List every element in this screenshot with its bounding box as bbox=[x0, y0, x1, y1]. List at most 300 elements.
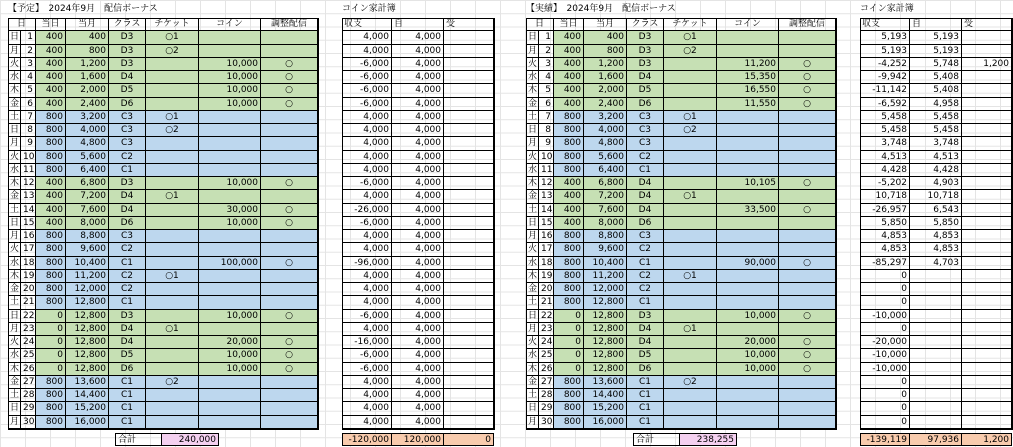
right-row-28-col-3[interactable]: 14,400 bbox=[584, 389, 627, 402]
left-ledger-row-12-col-0[interactable]: -6,000 bbox=[342, 177, 392, 190]
left-row-30-col-2[interactable]: 800 bbox=[36, 416, 66, 429]
right-row-5-col-7[interactable]: ○ bbox=[779, 84, 836, 97]
right-row-18-col-2[interactable]: 800 bbox=[554, 257, 584, 270]
right-ledger-row-17-col-1[interactable]: 4,853 bbox=[910, 243, 962, 256]
right-ledger-row-19-col-0[interactable]: 0 bbox=[860, 270, 910, 283]
left-row-22-col-6[interactable]: 10,000 bbox=[199, 310, 261, 323]
left-row-14-col-7[interactable]: ○ bbox=[261, 204, 318, 217]
right-ledger-total-2[interactable]: 1,200 bbox=[962, 433, 1012, 446]
left-ledger-row-26-col-0[interactable]: -6,000 bbox=[342, 363, 392, 376]
left-row-30-col-3[interactable]: 16,000 bbox=[66, 416, 109, 429]
right-row-2-col-2[interactable]: 400 bbox=[554, 45, 584, 58]
left-row-4-col-7[interactable]: ○ bbox=[261, 71, 318, 84]
right-row-1-col-1[interactable]: 1 bbox=[539, 31, 554, 44]
right-row-11-col-3[interactable]: 6,400 bbox=[584, 164, 627, 177]
right-row-18-col-7[interactable]: ○ bbox=[779, 257, 836, 270]
right-row-2-col-5[interactable]: ○2 bbox=[664, 45, 717, 58]
right-row-14-col-4[interactable]: D4 bbox=[627, 204, 664, 217]
left-row-16-col-0[interactable]: 月 bbox=[8, 230, 21, 243]
right-row-29-col-0[interactable]: 日 bbox=[526, 402, 539, 415]
right-row-13-col-4[interactable]: D4 bbox=[627, 190, 664, 203]
right-ledger-row-7-col-1[interactable]: 5,458 bbox=[910, 111, 962, 124]
right-ledger-row-13-col-1[interactable]: 10,718 bbox=[910, 190, 962, 203]
right-row-1-col-2[interactable]: 400 bbox=[554, 31, 584, 44]
right-row-5-col-6[interactable]: 16,550 bbox=[717, 84, 779, 97]
right-ledger-row-18-col-0[interactable]: -85,297 bbox=[860, 257, 910, 270]
left-row-30-col-0[interactable]: 月 bbox=[8, 416, 21, 429]
left-row-26-col-7[interactable]: ○ bbox=[261, 363, 318, 376]
left-ledger-row-28-col-1[interactable]: 4,000 bbox=[392, 389, 444, 402]
right-row-19-col-1[interactable]: 19 bbox=[539, 270, 554, 283]
right-ledger-row-16-col-0[interactable]: 4,853 bbox=[860, 230, 910, 243]
right-row-16-col-3[interactable]: 8,800 bbox=[584, 230, 627, 243]
left-row-16-col-4[interactable]: C3 bbox=[109, 230, 146, 243]
right-row-24-col-2[interactable]: 0 bbox=[554, 336, 584, 349]
left-row-21-col-3[interactable]: 12,800 bbox=[66, 296, 109, 309]
left-row-27-col-5[interactable]: ○2 bbox=[146, 376, 199, 389]
left-row-17-col-2[interactable]: 800 bbox=[36, 243, 66, 256]
right-row-24-col-4[interactable]: D4 bbox=[627, 336, 664, 349]
left-row-3-col-1[interactable]: 3 bbox=[21, 58, 36, 71]
left-row-24-col-1[interactable]: 24 bbox=[21, 336, 36, 349]
left-ledger-row-2-col-0[interactable]: 4,000 bbox=[342, 45, 392, 58]
left-ledger-row-14-col-0[interactable]: -26,000 bbox=[342, 204, 392, 217]
right-header-1[interactable]: 当日 bbox=[554, 18, 584, 31]
left-header-0[interactable]: 日 bbox=[8, 18, 36, 31]
right-row-20-col-3[interactable]: 12,000 bbox=[584, 283, 627, 296]
right-ledger-row-23-col-0[interactable]: 0 bbox=[860, 323, 910, 336]
left-row-15-col-6[interactable]: 10,000 bbox=[199, 217, 261, 230]
right-ledger-row-15-col-1[interactable]: 5,850 bbox=[910, 217, 962, 230]
left-ledger-row-8-col-1[interactable]: 4,000 bbox=[392, 124, 444, 137]
right-ledger-row-4-col-0[interactable]: -9,942 bbox=[860, 71, 910, 84]
right-row-11-col-4[interactable]: C1 bbox=[627, 164, 664, 177]
left-row-11-col-1[interactable]: 11 bbox=[21, 164, 36, 177]
right-row-9-col-1[interactable]: 9 bbox=[539, 137, 554, 150]
right-row-5-col-2[interactable]: 400 bbox=[554, 84, 584, 97]
right-row-11-col-0[interactable]: 水 bbox=[526, 164, 539, 177]
right-ledger-row-6-col-0[interactable]: -6,592 bbox=[860, 98, 910, 111]
left-row-2-col-2[interactable]: 400 bbox=[36, 45, 66, 58]
right-row-9-col-3[interactable]: 4,800 bbox=[584, 137, 627, 150]
left-row-22-col-4[interactable]: D3 bbox=[109, 310, 146, 323]
right-row-12-col-6[interactable]: 10,105 bbox=[717, 177, 779, 190]
right-ledger-total-1[interactable]: 97,936 bbox=[910, 433, 962, 446]
left-row-18-col-3[interactable]: 10,400 bbox=[66, 257, 109, 270]
left-row-12-col-0[interactable]: 木 bbox=[8, 177, 21, 190]
left-ledger-row-26-col-1[interactable]: 4,000 bbox=[392, 363, 444, 376]
right-row-5-col-0[interactable]: 木 bbox=[526, 84, 539, 97]
right-row-2-col-0[interactable]: 月 bbox=[526, 45, 539, 58]
left-ledger-row-13-col-0[interactable]: 4,000 bbox=[342, 190, 392, 203]
right-row-24-col-0[interactable]: 火 bbox=[526, 336, 539, 349]
left-ledger-row-30-col-1[interactable]: 4,000 bbox=[392, 416, 444, 429]
right-row-6-col-4[interactable]: D6 bbox=[627, 98, 664, 111]
left-row-5-col-4[interactable]: D5 bbox=[109, 84, 146, 97]
left-ledger-row-13-col-1[interactable]: 4,000 bbox=[392, 190, 444, 203]
right-row-23-col-1[interactable]: 23 bbox=[539, 323, 554, 336]
right-row-2-col-4[interactable]: D3 bbox=[627, 45, 664, 58]
right-ledger-row-12-col-0[interactable]: -5,202 bbox=[860, 177, 910, 190]
left-row-26-col-2[interactable]: 0 bbox=[36, 363, 66, 376]
left-row-23-col-0[interactable]: 月 bbox=[8, 323, 21, 336]
right-ledger-row-24-col-0[interactable]: -20,000 bbox=[860, 336, 910, 349]
left-row-23-col-4[interactable]: D4 bbox=[109, 323, 146, 336]
left-total-value[interactable]: 240,000 bbox=[162, 433, 219, 446]
right-row-10-col-1[interactable]: 10 bbox=[539, 151, 554, 164]
left-row-10-col-4[interactable]: C2 bbox=[109, 151, 146, 164]
right-row-23-col-0[interactable]: 月 bbox=[526, 323, 539, 336]
left-ledger-row-1-col-0[interactable]: 4,000 bbox=[342, 31, 392, 44]
right-row-26-col-0[interactable]: 木 bbox=[526, 363, 539, 376]
left-row-20-col-4[interactable]: C2 bbox=[109, 283, 146, 296]
right-row-3-col-0[interactable]: 火 bbox=[526, 58, 539, 71]
left-row-21-col-2[interactable]: 800 bbox=[36, 296, 66, 309]
left-row-27-col-4[interactable]: C1 bbox=[109, 376, 146, 389]
left-row-1-col-0[interactable]: 日 bbox=[8, 31, 21, 44]
right-row-29-col-2[interactable]: 800 bbox=[554, 402, 584, 415]
right-row-25-col-6[interactable]: 10,000 bbox=[717, 349, 779, 362]
right-ledger-row-25-col-0[interactable]: -10,000 bbox=[860, 349, 910, 362]
left-row-13-col-3[interactable]: 7,200 bbox=[66, 190, 109, 203]
right-row-23-col-5[interactable]: ○1 bbox=[664, 323, 717, 336]
right-row-6-col-1[interactable]: 6 bbox=[539, 98, 554, 111]
right-row-19-col-2[interactable]: 800 bbox=[554, 270, 584, 283]
left-row-7-col-1[interactable]: 7 bbox=[21, 111, 36, 124]
left-ledger-row-25-col-1[interactable]: 4,000 bbox=[392, 349, 444, 362]
right-row-14-col-7[interactable]: ○ bbox=[779, 204, 836, 217]
right-row-4-col-4[interactable]: D4 bbox=[627, 71, 664, 84]
right-ledger-header-1[interactable]: 自 bbox=[910, 18, 962, 31]
left-row-2-col-3[interactable]: 800 bbox=[66, 45, 109, 58]
right-row-14-col-0[interactable]: 土 bbox=[526, 204, 539, 217]
right-row-26-col-4[interactable]: D6 bbox=[627, 363, 664, 376]
left-row-25-col-6[interactable]: 10,000 bbox=[199, 349, 261, 362]
left-row-6-col-2[interactable]: 400 bbox=[36, 98, 66, 111]
left-row-21-col-1[interactable]: 21 bbox=[21, 296, 36, 309]
right-row-4-col-7[interactable]: ○ bbox=[779, 71, 836, 84]
left-ledger-row-1-col-1[interactable]: 4,000 bbox=[392, 31, 444, 44]
left-row-12-col-2[interactable]: 400 bbox=[36, 177, 66, 190]
left-row-11-col-2[interactable]: 800 bbox=[36, 164, 66, 177]
left-ledger-row-18-col-1[interactable]: 4,000 bbox=[392, 257, 444, 270]
left-row-6-col-0[interactable]: 金 bbox=[8, 98, 21, 111]
left-row-29-col-4[interactable]: C1 bbox=[109, 402, 146, 415]
right-row-14-col-3[interactable]: 7,600 bbox=[584, 204, 627, 217]
right-row-26-col-7[interactable]: ○ bbox=[779, 363, 836, 376]
right-row-7-col-0[interactable]: 土 bbox=[526, 111, 539, 124]
right-row-6-col-2[interactable]: 400 bbox=[554, 98, 584, 111]
right-row-22-col-2[interactable]: 0 bbox=[554, 310, 584, 323]
left-row-15-col-7[interactable]: ○ bbox=[261, 217, 318, 230]
left-row-28-col-0[interactable]: 土 bbox=[8, 389, 21, 402]
right-row-26-col-6[interactable]: 10,000 bbox=[717, 363, 779, 376]
right-row-6-col-0[interactable]: 金 bbox=[526, 98, 539, 111]
right-row-29-col-3[interactable]: 15,200 bbox=[584, 402, 627, 415]
left-ledger-row-12-col-1[interactable]: 4,000 bbox=[392, 177, 444, 190]
right-row-10-col-3[interactable]: 5,600 bbox=[584, 151, 627, 164]
right-row-12-col-0[interactable]: 木 bbox=[526, 177, 539, 190]
right-row-13-col-2[interactable]: 400 bbox=[554, 190, 584, 203]
right-ledger-row-5-col-1[interactable]: 5,408 bbox=[910, 84, 962, 97]
left-ledger-row-2-col-1[interactable]: 4,000 bbox=[392, 45, 444, 58]
left-row-7-col-3[interactable]: 3,200 bbox=[66, 111, 109, 124]
right-row-21-col-1[interactable]: 21 bbox=[539, 296, 554, 309]
right-row-8-col-1[interactable]: 8 bbox=[539, 124, 554, 137]
left-ledger-header-1[interactable]: 自 bbox=[392, 18, 444, 31]
right-row-21-col-0[interactable]: 土 bbox=[526, 296, 539, 309]
left-ledger-row-3-col-1[interactable]: 4,000 bbox=[392, 58, 444, 71]
left-row-17-col-1[interactable]: 17 bbox=[21, 243, 36, 256]
left-row-27-col-2[interactable]: 800 bbox=[36, 376, 66, 389]
left-row-6-col-7[interactable]: ○ bbox=[261, 98, 318, 111]
left-row-6-col-4[interactable]: D6 bbox=[109, 98, 146, 111]
right-ledger-row-28-col-0[interactable]: 0 bbox=[860, 389, 910, 402]
left-ledger-row-20-col-1[interactable]: 4,000 bbox=[392, 283, 444, 296]
right-ledger-row-3-col-1[interactable]: 5,748 bbox=[910, 58, 962, 71]
right-row-3-col-1[interactable]: 3 bbox=[539, 58, 554, 71]
right-row-9-col-4[interactable]: C3 bbox=[627, 137, 664, 150]
left-row-6-col-1[interactable]: 6 bbox=[21, 98, 36, 111]
right-row-22-col-0[interactable]: 日 bbox=[526, 310, 539, 323]
right-row-16-col-0[interactable]: 月 bbox=[526, 230, 539, 243]
right-row-24-col-7[interactable]: ○ bbox=[779, 336, 836, 349]
left-row-1-col-4[interactable]: D3 bbox=[109, 31, 146, 44]
right-row-28-col-4[interactable]: C1 bbox=[627, 389, 664, 402]
right-row-19-col-4[interactable]: C2 bbox=[627, 270, 664, 283]
left-row-1-col-2[interactable]: 400 bbox=[36, 31, 66, 44]
right-ledger-row-21-col-0[interactable]: 0 bbox=[860, 296, 910, 309]
left-ledger-row-3-col-0[interactable]: -6,000 bbox=[342, 58, 392, 71]
right-row-10-col-0[interactable]: 火 bbox=[526, 151, 539, 164]
right-row-22-col-4[interactable]: D3 bbox=[627, 310, 664, 323]
left-ledger-row-7-col-0[interactable]: 4,000 bbox=[342, 111, 392, 124]
right-ledger-row-8-col-0[interactable]: 5,458 bbox=[860, 124, 910, 137]
left-row-17-col-4[interactable]: C2 bbox=[109, 243, 146, 256]
left-row-24-col-3[interactable]: 12,800 bbox=[66, 336, 109, 349]
right-row-27-col-1[interactable]: 27 bbox=[539, 376, 554, 389]
left-row-5-col-7[interactable]: ○ bbox=[261, 84, 318, 97]
left-ledger-row-23-col-1[interactable]: 4,000 bbox=[392, 323, 444, 336]
left-ledger-row-9-col-1[interactable]: 4,000 bbox=[392, 137, 444, 150]
left-row-29-col-0[interactable]: 日 bbox=[8, 402, 21, 415]
left-row-13-col-0[interactable]: 金 bbox=[8, 190, 21, 203]
right-row-12-col-3[interactable]: 6,800 bbox=[584, 177, 627, 190]
left-ledger-header-2[interactable]: 受 bbox=[444, 18, 494, 31]
right-row-11-col-2[interactable]: 800 bbox=[554, 164, 584, 177]
left-ledger-row-20-col-0[interactable]: 4,000 bbox=[342, 283, 392, 296]
left-ledger-row-23-col-0[interactable]: 4,000 bbox=[342, 323, 392, 336]
right-row-22-col-7[interactable]: ○ bbox=[779, 310, 836, 323]
right-ledger-row-12-col-1[interactable]: 4,903 bbox=[910, 177, 962, 190]
left-header-2[interactable]: 当月 bbox=[66, 18, 109, 31]
left-row-8-col-0[interactable]: 日 bbox=[8, 124, 21, 137]
right-ledger-row-10-col-1[interactable]: 4,513 bbox=[910, 151, 962, 164]
left-row-20-col-1[interactable]: 20 bbox=[21, 283, 36, 296]
left-row-18-col-6[interactable]: 100,000 bbox=[199, 257, 261, 270]
left-row-16-col-3[interactable]: 8,800 bbox=[66, 230, 109, 243]
right-ledger-row-30-col-0[interactable]: 0 bbox=[860, 416, 910, 429]
right-ledger-row-17-col-0[interactable]: 4,853 bbox=[860, 243, 910, 256]
right-row-12-col-2[interactable]: 400 bbox=[554, 177, 584, 190]
left-row-8-col-2[interactable]: 800 bbox=[36, 124, 66, 137]
right-row-14-col-2[interactable]: 400 bbox=[554, 204, 584, 217]
right-row-7-col-3[interactable]: 3,200 bbox=[584, 111, 627, 124]
left-row-7-col-0[interactable]: 土 bbox=[8, 111, 21, 124]
right-header-5[interactable]: コイン bbox=[717, 18, 779, 31]
left-ledger-row-16-col-0[interactable]: 4,000 bbox=[342, 230, 392, 243]
left-row-19-col-4[interactable]: C2 bbox=[109, 270, 146, 283]
right-ledger-row-1-col-0[interactable]: 5,193 bbox=[860, 31, 910, 44]
right-row-5-col-4[interactable]: D5 bbox=[627, 84, 664, 97]
left-row-5-col-0[interactable]: 木 bbox=[8, 84, 21, 97]
right-row-12-col-4[interactable]: D4 bbox=[627, 177, 664, 190]
left-header-1[interactable]: 当日 bbox=[36, 18, 66, 31]
left-row-27-col-0[interactable]: 金 bbox=[8, 376, 21, 389]
left-row-21-col-4[interactable]: C1 bbox=[109, 296, 146, 309]
right-row-8-col-4[interactable]: C3 bbox=[627, 124, 664, 137]
left-ledger-row-24-col-0[interactable]: -16,000 bbox=[342, 336, 392, 349]
left-row-10-col-0[interactable]: 火 bbox=[8, 151, 21, 164]
right-row-27-col-5[interactable]: ○2 bbox=[664, 376, 717, 389]
right-ledger-row-22-col-0[interactable]: -10,000 bbox=[860, 310, 910, 323]
right-row-8-col-5[interactable]: ○2 bbox=[664, 124, 717, 137]
right-row-14-col-1[interactable]: 14 bbox=[539, 204, 554, 217]
right-row-15-col-0[interactable]: 日 bbox=[526, 217, 539, 230]
right-row-19-col-0[interactable]: 木 bbox=[526, 270, 539, 283]
right-row-20-col-0[interactable]: 金 bbox=[526, 283, 539, 296]
left-row-22-col-3[interactable]: 12,800 bbox=[66, 310, 109, 323]
left-row-4-col-2[interactable]: 400 bbox=[36, 71, 66, 84]
right-row-27-col-2[interactable]: 800 bbox=[554, 376, 584, 389]
left-row-14-col-2[interactable]: 400 bbox=[36, 204, 66, 217]
right-row-5-col-3[interactable]: 2,000 bbox=[584, 84, 627, 97]
right-row-26-col-1[interactable]: 26 bbox=[539, 363, 554, 376]
right-row-17-col-4[interactable]: C2 bbox=[627, 243, 664, 256]
left-row-10-col-3[interactable]: 5,600 bbox=[66, 151, 109, 164]
left-row-15-col-4[interactable]: D6 bbox=[109, 217, 146, 230]
left-row-4-col-3[interactable]: 1,600 bbox=[66, 71, 109, 84]
left-row-9-col-2[interactable]: 800 bbox=[36, 137, 66, 150]
right-row-15-col-1[interactable]: 15 bbox=[539, 217, 554, 230]
right-row-29-col-4[interactable]: C1 bbox=[627, 402, 664, 415]
right-row-27-col-4[interactable]: C1 bbox=[627, 376, 664, 389]
left-row-25-col-1[interactable]: 25 bbox=[21, 349, 36, 362]
right-ledger-row-10-col-0[interactable]: 4,513 bbox=[860, 151, 910, 164]
left-row-18-col-1[interactable]: 18 bbox=[21, 257, 36, 270]
right-row-20-col-1[interactable]: 20 bbox=[539, 283, 554, 296]
right-row-3-col-2[interactable]: 400 bbox=[554, 58, 584, 71]
left-header-3[interactable]: クラス bbox=[109, 18, 146, 31]
right-row-22-col-3[interactable]: 12,800 bbox=[584, 310, 627, 323]
right-ledger-row-9-col-1[interactable]: 3,748 bbox=[910, 137, 962, 150]
right-row-28-col-1[interactable]: 28 bbox=[539, 389, 554, 402]
left-row-4-col-6[interactable]: 10,000 bbox=[199, 71, 261, 84]
left-ledger-total-2[interactable]: 0 bbox=[444, 433, 494, 446]
right-row-2-col-1[interactable]: 2 bbox=[539, 45, 554, 58]
right-total-value[interactable]: 238,255 bbox=[680, 433, 737, 446]
left-row-10-col-2[interactable]: 800 bbox=[36, 151, 66, 164]
right-row-17-col-2[interactable]: 800 bbox=[554, 243, 584, 256]
left-row-5-col-3[interactable]: 2,000 bbox=[66, 84, 109, 97]
left-row-26-col-3[interactable]: 12,800 bbox=[66, 363, 109, 376]
left-ledger-row-14-col-1[interactable]: 4,000 bbox=[392, 204, 444, 217]
left-row-5-col-2[interactable]: 400 bbox=[36, 84, 66, 97]
left-row-19-col-2[interactable]: 800 bbox=[36, 270, 66, 283]
right-ledger-row-6-col-1[interactable]: 4,958 bbox=[910, 98, 962, 111]
right-row-19-col-5[interactable]: ○1 bbox=[664, 270, 717, 283]
right-row-24-col-1[interactable]: 24 bbox=[539, 336, 554, 349]
left-row-18-col-2[interactable]: 800 bbox=[36, 257, 66, 270]
right-row-13-col-0[interactable]: 金 bbox=[526, 190, 539, 203]
left-row-2-col-4[interactable]: D3 bbox=[109, 45, 146, 58]
left-row-16-col-1[interactable]: 16 bbox=[21, 230, 36, 243]
left-row-3-col-4[interactable]: D3 bbox=[109, 58, 146, 71]
left-row-2-col-5[interactable]: ○2 bbox=[146, 45, 199, 58]
left-row-9-col-4[interactable]: C3 bbox=[109, 137, 146, 150]
left-row-15-col-3[interactable]: 8,000 bbox=[66, 217, 109, 230]
right-row-8-col-2[interactable]: 800 bbox=[554, 124, 584, 137]
left-ledger-row-11-col-0[interactable]: 4,000 bbox=[342, 164, 392, 177]
right-row-25-col-7[interactable]: ○ bbox=[779, 349, 836, 362]
left-row-13-col-5[interactable]: ○1 bbox=[146, 190, 199, 203]
left-row-9-col-3[interactable]: 4,800 bbox=[66, 137, 109, 150]
left-row-28-col-4[interactable]: C1 bbox=[109, 389, 146, 402]
right-row-18-col-3[interactable]: 10,400 bbox=[584, 257, 627, 270]
right-row-30-col-3[interactable]: 16,000 bbox=[584, 416, 627, 429]
right-row-16-col-1[interactable]: 16 bbox=[539, 230, 554, 243]
right-row-5-col-1[interactable]: 5 bbox=[539, 84, 554, 97]
left-row-22-col-2[interactable]: 0 bbox=[36, 310, 66, 323]
left-ledger-row-28-col-0[interactable]: 4,000 bbox=[342, 389, 392, 402]
left-row-10-col-1[interactable]: 10 bbox=[21, 151, 36, 164]
left-row-3-col-3[interactable]: 1,200 bbox=[66, 58, 109, 71]
right-row-24-col-6[interactable]: 20,000 bbox=[717, 336, 779, 349]
right-row-18-col-1[interactable]: 18 bbox=[539, 257, 554, 270]
left-row-28-col-3[interactable]: 14,400 bbox=[66, 389, 109, 402]
left-ledger-row-17-col-0[interactable]: 4,000 bbox=[342, 243, 392, 256]
right-ledger-row-9-col-0[interactable]: 3,748 bbox=[860, 137, 910, 150]
left-ledger-row-22-col-0[interactable]: -6,000 bbox=[342, 310, 392, 323]
right-ledger-row-14-col-1[interactable]: 6,543 bbox=[910, 204, 962, 217]
left-row-8-col-1[interactable]: 8 bbox=[21, 124, 36, 137]
left-row-18-col-7[interactable]: ○ bbox=[261, 257, 318, 270]
right-ledger-row-2-col-1[interactable]: 5,193 bbox=[910, 45, 962, 58]
left-row-13-col-4[interactable]: D4 bbox=[109, 190, 146, 203]
left-row-21-col-0[interactable]: 土 bbox=[8, 296, 21, 309]
right-row-27-col-3[interactable]: 13,600 bbox=[584, 376, 627, 389]
left-row-20-col-3[interactable]: 12,000 bbox=[66, 283, 109, 296]
left-row-27-col-1[interactable]: 27 bbox=[21, 376, 36, 389]
right-row-12-col-1[interactable]: 12 bbox=[539, 177, 554, 190]
left-row-29-col-2[interactable]: 800 bbox=[36, 402, 66, 415]
right-ledger-row-18-col-1[interactable]: 4,703 bbox=[910, 257, 962, 270]
left-ledger-row-6-col-0[interactable]: -6,000 bbox=[342, 98, 392, 111]
left-row-3-col-6[interactable]: 10,000 bbox=[199, 58, 261, 71]
left-ledger-header-0[interactable]: 収支 bbox=[342, 18, 392, 31]
left-row-30-col-1[interactable]: 30 bbox=[21, 416, 36, 429]
right-row-6-col-6[interactable]: 11,550 bbox=[717, 98, 779, 111]
left-ledger-row-30-col-0[interactable]: 4,000 bbox=[342, 416, 392, 429]
right-row-8-col-0[interactable]: 日 bbox=[526, 124, 539, 137]
right-ledger-row-2-col-0[interactable]: 5,193 bbox=[860, 45, 910, 58]
right-row-21-col-2[interactable]: 800 bbox=[554, 296, 584, 309]
left-row-1-col-1[interactable]: 1 bbox=[21, 31, 36, 44]
left-row-11-col-4[interactable]: C1 bbox=[109, 164, 146, 177]
left-row-25-col-0[interactable]: 水 bbox=[8, 349, 21, 362]
right-row-23-col-3[interactable]: 12,800 bbox=[584, 323, 627, 336]
left-ledger-row-4-col-1[interactable]: 4,000 bbox=[392, 71, 444, 84]
